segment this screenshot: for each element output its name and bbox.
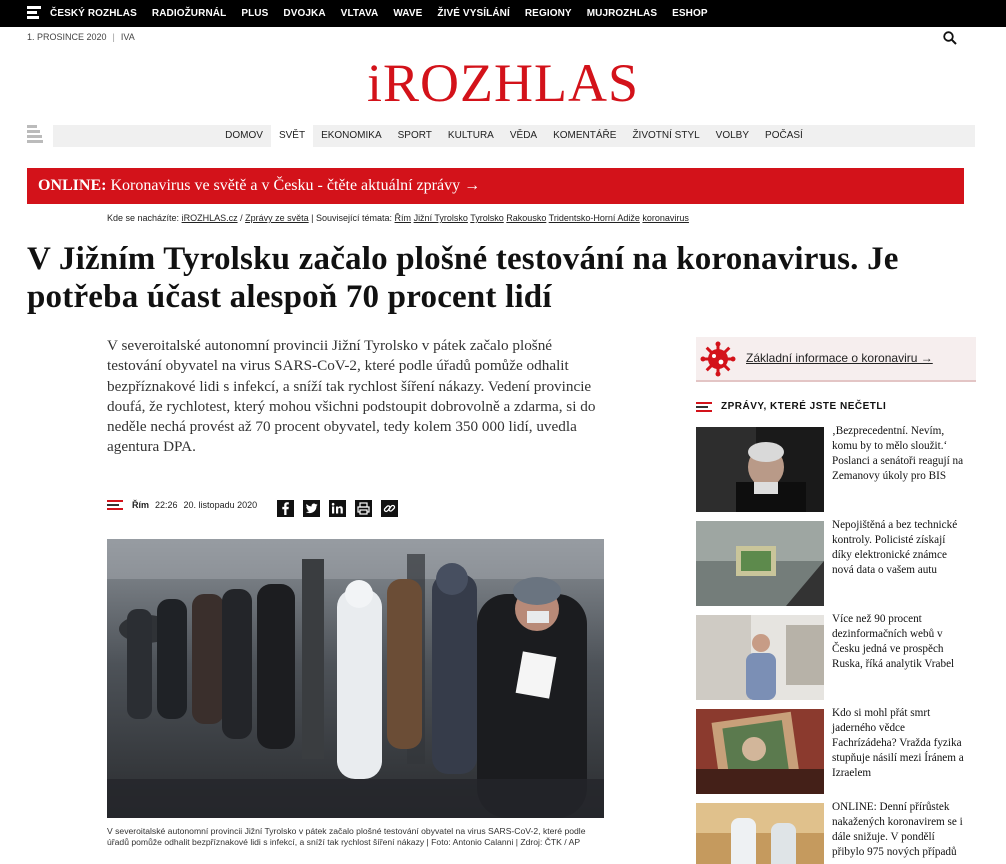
thumb-image	[696, 427, 824, 512]
current-date: 1. PROSINCE 2020	[27, 32, 107, 42]
network-nav	[50, 0, 723, 27]
topic-link[interactable]: Rakousko	[506, 213, 547, 223]
network-link-radiozurnal[interactable]: RADIOŽURNÁL	[151, 8, 227, 19]
network-link-eshop[interactable]: ESHOP	[672, 8, 708, 19]
nav-komentare[interactable]: KOMENTÁŘE	[553, 130, 617, 141]
facebook-icon[interactable]	[277, 500, 294, 517]
twitter-icon[interactable]	[303, 500, 320, 517]
breadcrumb-section[interactable]: Zprávy ze světa	[245, 213, 309, 223]
menu-icon[interactable]	[27, 125, 43, 147]
topic-link[interactable]: koronavirus	[642, 213, 689, 223]
topic-link[interactable]: Řím	[394, 213, 412, 223]
breadcrumb-home[interactable]: iROZHLAS.cz	[181, 213, 238, 223]
heading-logo-icon	[696, 402, 712, 412]
thumb-image	[696, 521, 824, 606]
main-nav	[53, 125, 975, 147]
sidebar-article[interactable]	[696, 709, 976, 794]
sidebar-heading-text: ZPRÁVY, KTERÉ JSTE NEČETLI	[721, 401, 887, 412]
sidebar-article[interactable]	[696, 615, 976, 700]
network-link-cesky-rozhlas[interactable]: ČESKÝ ROZHLAS	[50, 8, 137, 19]
nav-pocasi[interactable]: POČASÍ	[765, 130, 803, 141]
coronavirus-info-link: Základní informace o koronaviru →	[746, 351, 933, 365]
sidebar-article-title: Nepojištěná a bez technické kontroly. Policisté získají díky elektronické známce nová data o vašem autu	[832, 519, 958, 576]
nav-kultura[interactable]: KULTURA	[447, 130, 494, 141]
thumb-image	[696, 709, 824, 794]
date-separator: |	[112, 32, 115, 42]
link-icon[interactable]	[381, 500, 398, 517]
breadcrumb: Kde se nacházíte: iROZHLAS.cz / Zprávy ze světa | Související témata: Řím Jižní Tyrolsko Tyrolsko Rakousko Tridentsko-Horní Adiže koronavirus	[107, 213, 689, 223]
nameday: IVA	[120, 32, 135, 42]
meta-logo-icon	[107, 500, 123, 510]
cesky-rozhlas-logo-icon[interactable]	[27, 6, 41, 20]
network-link-dvojka[interactable]: DVOJKA	[283, 8, 326, 19]
article-place: Řím	[132, 500, 150, 510]
topic-link[interactable]: Jižní Tyrolsko	[413, 213, 468, 223]
network-link-wave[interactable]: WAVE	[393, 8, 423, 19]
sidebar-article-title: ‚Bezprecedentní. Nevím, komu by to mělo sloužit.‘ Poslanci a senátoři reagují na Zemanovy úkoly pro BIS	[832, 425, 964, 482]
nav-svet[interactable]: SVĚT	[271, 125, 313, 147]
top-network-bar	[0, 0, 1006, 27]
thumb-image	[696, 803, 824, 864]
nav-volby[interactable]: VOLBY	[715, 130, 750, 141]
nav-ekonomika[interactable]: EKONOMIKA	[321, 130, 382, 141]
sidebar-article[interactable]	[696, 521, 976, 606]
article-headline: V Jižním Tyrolsku začalo plošné testování na koronavirus. Je potřeba účast alespoň 70 procent lidí	[27, 241, 899, 315]
online-banner[interactable]	[27, 168, 964, 204]
network-link-plus[interactable]: PLUS	[241, 8, 269, 19]
sidebar-article-title: Více než 90 procent dezinformačních webů v Česku jedná ve prospěch Ruska, říká analytik Vrabel	[832, 613, 955, 670]
sidebar-article-title: Kdo si mohl přát smrt jaderného vědce Fachrízádeha? Vražda fyzika stupňuje násilí mezi Íránem a Izraelem	[832, 707, 964, 779]
banner-text: Koronavirus ve světě a v Česku - čtěte aktuální zprávy →	[110, 177, 481, 194]
article-time: 22:26	[155, 500, 178, 510]
sidebar-article[interactable]	[696, 803, 976, 864]
network-link-regiony[interactable]: REGIONY	[524, 8, 572, 19]
date-row	[27, 32, 135, 42]
print-icon[interactable]	[355, 500, 372, 517]
sidebar-article[interactable]	[696, 427, 976, 512]
network-link-mujrozhlas[interactable]: MUJROZHLAS	[586, 8, 658, 19]
coronavirus-icon	[700, 341, 736, 377]
article-meta	[107, 500, 257, 510]
linkedin-icon[interactable]	[329, 500, 346, 517]
sidebar-heading	[696, 401, 886, 412]
breadcrumb-prefix: Kde se nacházíte:	[107, 213, 180, 223]
photo-caption: V severoitalské autonomní provincii Jižní Tyrolsko v pátek začalo plošné testování obyvatel na virus SARS-CoV-2, které podle úřadů pomůže odhalit bezpříznakové lidi s infekcí, a sníží tak rychlost šíření nákazy | Foto: Antonio Calanni | Zdroj: ČTK / AP	[107, 826, 586, 847]
share-buttons	[277, 500, 407, 517]
banner-label: ONLINE:	[38, 177, 107, 194]
coronavirus-info-box[interactable]	[696, 337, 976, 382]
topics-label: Související témata:	[315, 213, 393, 223]
network-link-vltava[interactable]: VLTAVA	[340, 8, 379, 19]
photo-testing-queue	[107, 539, 604, 818]
nav-domov[interactable]: DOMOV	[225, 130, 263, 141]
nav-veda[interactable]: VĚDA	[509, 130, 538, 141]
topic-link[interactable]: Tridentsko-Horní Adiže	[548, 213, 640, 223]
article-photo[interactable]	[107, 539, 604, 818]
site-logo[interactable]: iROZHLAS	[366, 53, 639, 113]
thumb-image	[696, 615, 824, 700]
sidebar-article-title: ONLINE: Denní přírůstek nakažených koronavirem se i dále snižuje. V pondělí přibylo 975 nových případů	[832, 801, 963, 858]
topic-link[interactable]: Tyrolsko	[470, 213, 504, 223]
nav-zivotni-styl[interactable]: ŽIVOTNÍ STYL	[632, 130, 700, 141]
article-date: 20. listopadu 2020	[183, 500, 258, 510]
search-icon[interactable]	[943, 31, 957, 45]
nav-sport[interactable]: SPORT	[397, 130, 432, 141]
network-link-live[interactable]: ŽIVÉ VYSÍLÁNÍ	[437, 8, 510, 19]
article-perex: V severoitalské autonomní provincii Jižní Tyrolsko v pátek začalo plošné testování obyvatel na virus SARS-CoV-2, které podle úřadů pomůže odhalit bezpříznakové lidi s infekcí, a sníží tak rychlost šíření nákazy. Vedení provincie doufá, že rychlotest, který mohou všichni podstoupit dobrovolně a zdarma, si do neděle nechá provést až 70 procent obyvatel, tedy kolem 350 000 lidí, uvedla agentura DPA.	[107, 337, 596, 456]
